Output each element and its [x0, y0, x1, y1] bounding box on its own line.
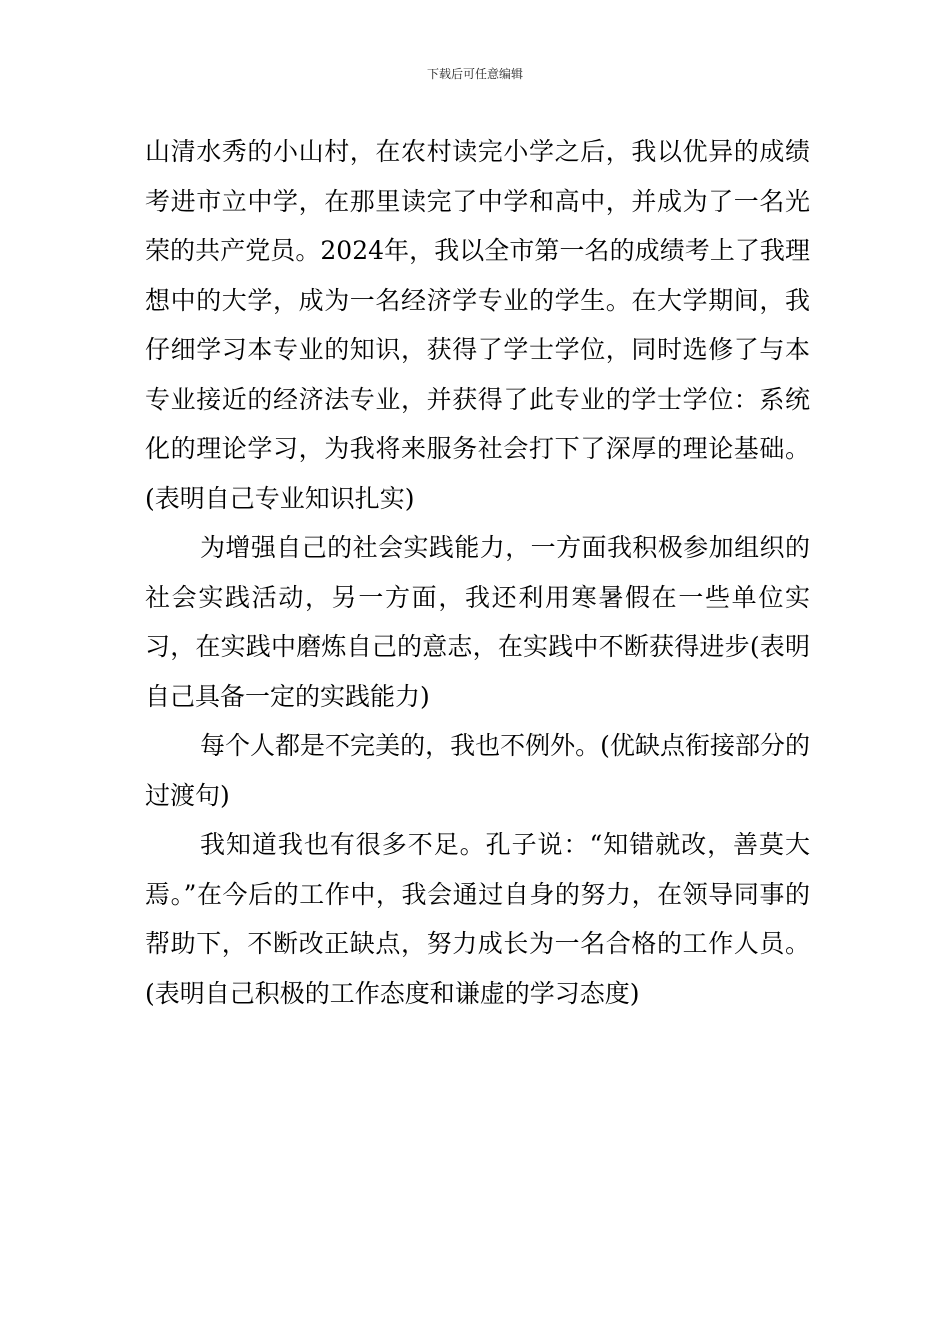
- document-body: [145, 127, 810, 1018]
- page-header: 下载后可任意编辑: [426, 67, 523, 81]
- paragraph-shortcomings: 我知道我也有很多不足。孔子说：“知错就改，善莫大焉。”在今后的工作中，我会通过自身的努力，在领导同事的帮助下，不断改正缺点，努力成长为一名合格的工作人员。(表明自己积极的工作态度和谦虚的学习态度): [145, 830, 810, 1008]
- paragraph-practice: 为增强自己的社会实践能力，一方面我积极参加组织的社会实践活动，另一方面，我还利用寒暑假在一些单位实习，在实践中磨炼自己的意志，在实践中不断获得进步(表明自己具备一定的实践能力): [145, 533, 810, 711]
- paragraph-education: 山清水秀的小山村，在农村读完小学之后，我以优异的成绩考进市立中学，在那里读完了中学和高中，并成为了一名光荣的共产党员。2024年，我以全市第一名的成绩考上了我理想中的大学，成为一名经济学专业的学生。在大学期间，我仔细学习本专业的知识，获得了学士学位，同时选修了与本专业接近的经济法专业，并获得了此专业的学士学位：系统化的理论学习，为我将来服务社会打下了深厚的理论基础。(表明自己专业知识扎实): [145, 137, 810, 513]
- paragraph-transition: 每个人都是不完美的，我也不例外。(优缺点衔接部分的过渡句): [145, 731, 810, 810]
